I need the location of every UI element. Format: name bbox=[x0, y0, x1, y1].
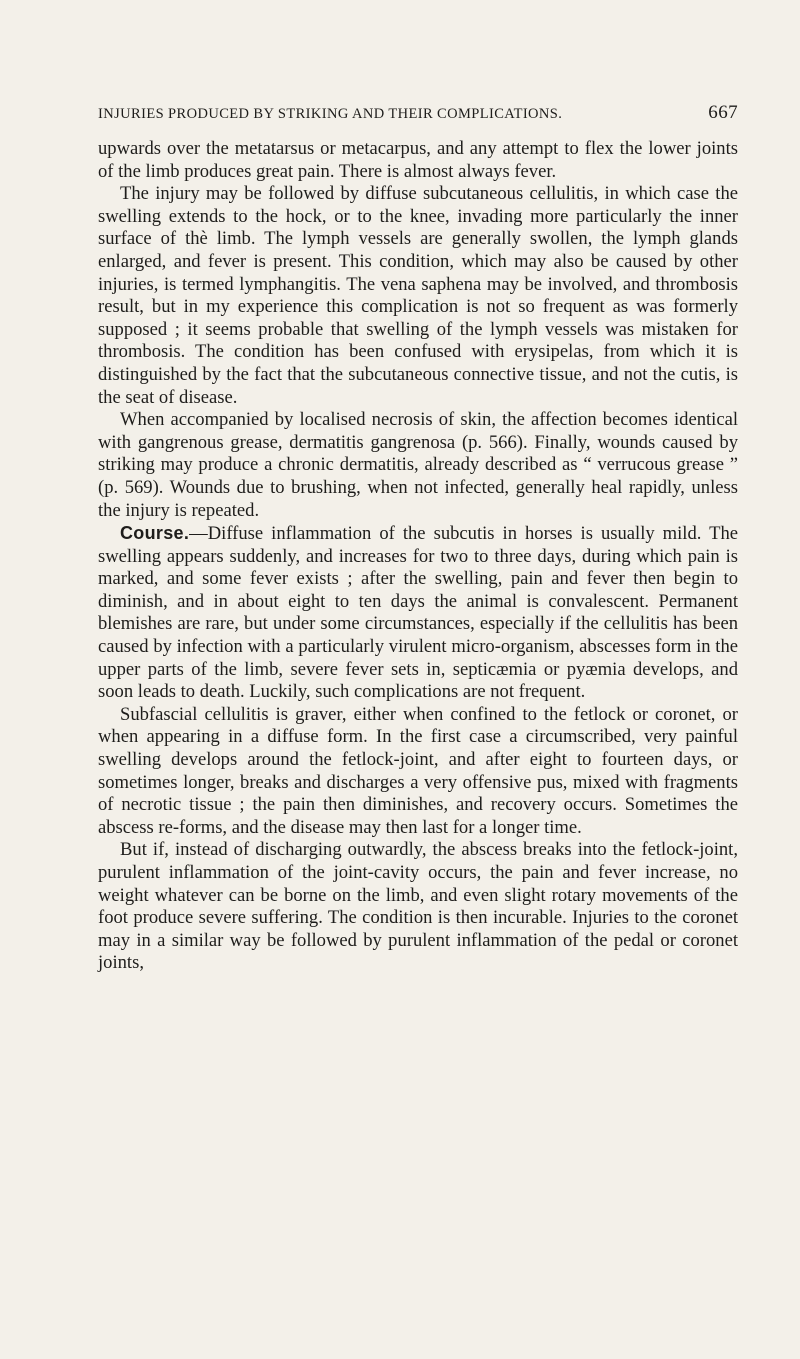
paragraph-4 bbox=[98, 522, 738, 704]
paragraph-4-text: —Diffuse inflammation of the subcutis in horses is usually mild. The swelling appears suddenly, and increases for two to three days, during which pain is marked, and some fever exists ; after the swelling, pain and fever then begin to diminish, and in about eight to ten days the animal is convalescent. Permanent blemishes are rare, but under some circumstances, especially if the cellulitis has been caused by infection with a particularly virulent micro-organism, abscesses form in the upper parts of the limb, severe fever sets in, septicæmia or pyæmia develops, and soon leads to death. Luckily, such complications are not frequent. bbox=[98, 523, 738, 703]
paragraph-1: upwards over the metatarsus or metacarpus, and any attempt to flex the lower joints of the limb produces great pain. There is almost always fever. bbox=[98, 138, 738, 182]
body-text bbox=[98, 138, 738, 975]
paragraph-3: When accompanied by localised necrosis of skin, the affection becomes identical with gangrenous grease, dermatitis gangrenosa (p. 566). Finally, wounds caused by striking may produce a chronic dermatitis, already described as “ verrucous grease ” (p. 569). Wounds due to brushing, when not infected, generally heal rapidly, unless the injury is repeated. bbox=[98, 409, 738, 521]
paragraph-6: But if, instead of discharging outwardly, the abscess breaks into the fetlock-joint, purulent inflammation of the joint-cavity occurs, the pain and fever increase, no weight whatever can be borne on the limb, and even slight rotary movements of the foot produce severe suffering. The condition is then incurable. Injuries to the coronet may in a similar way be followed by purulent inflammation of the pedal or coronet joints, bbox=[98, 839, 738, 974]
running-title: INJURIES PRODUCED BY STRIKING AND THEIR COMPLICATIONS. bbox=[98, 106, 563, 122]
paragraph-2: The injury may be followed by diffuse subcutaneous cellulitis, in which case the swelling extends to the hock, or to the knee, invading more particularly the inner surface of thè limb. The lymph vessels are generally swollen, the lymph glands enlarged, and fever is present. This condition, which may also be caused by other injuries, is termed lymphangitis. The vena saphena may be involved, and thrombosis result, but in my experience this complication is not so frequent as was formerly supposed ; it seems probable that swelling of the lymph vessels was mistaken for thrombosis. The condition has been confused with erysipelas, from which it is distinguished by the fact that the subcutaneous connective tissue, and not the cutis, is the seat of disease. bbox=[98, 183, 738, 408]
running-head bbox=[98, 104, 738, 128]
page-number: 667 bbox=[708, 102, 738, 123]
section-heading-course: Course. bbox=[120, 523, 190, 544]
paragraph-5: Subfascial cellulitis is graver, either when confined to the fetlock or coronet, or when appearing in a diffuse form. In the first case a circumscribed, very painful swelling develops around the fetlock-joint, and after eight to fourteen days, or sometimes longer, breaks and discharges a very offensive pus, mixed with fragments of necrotic tissue ; the pain then diminishes, and recovery occurs. Sometimes the abscess re-forms, and the disease may then last for a longer time. bbox=[98, 703, 738, 838]
